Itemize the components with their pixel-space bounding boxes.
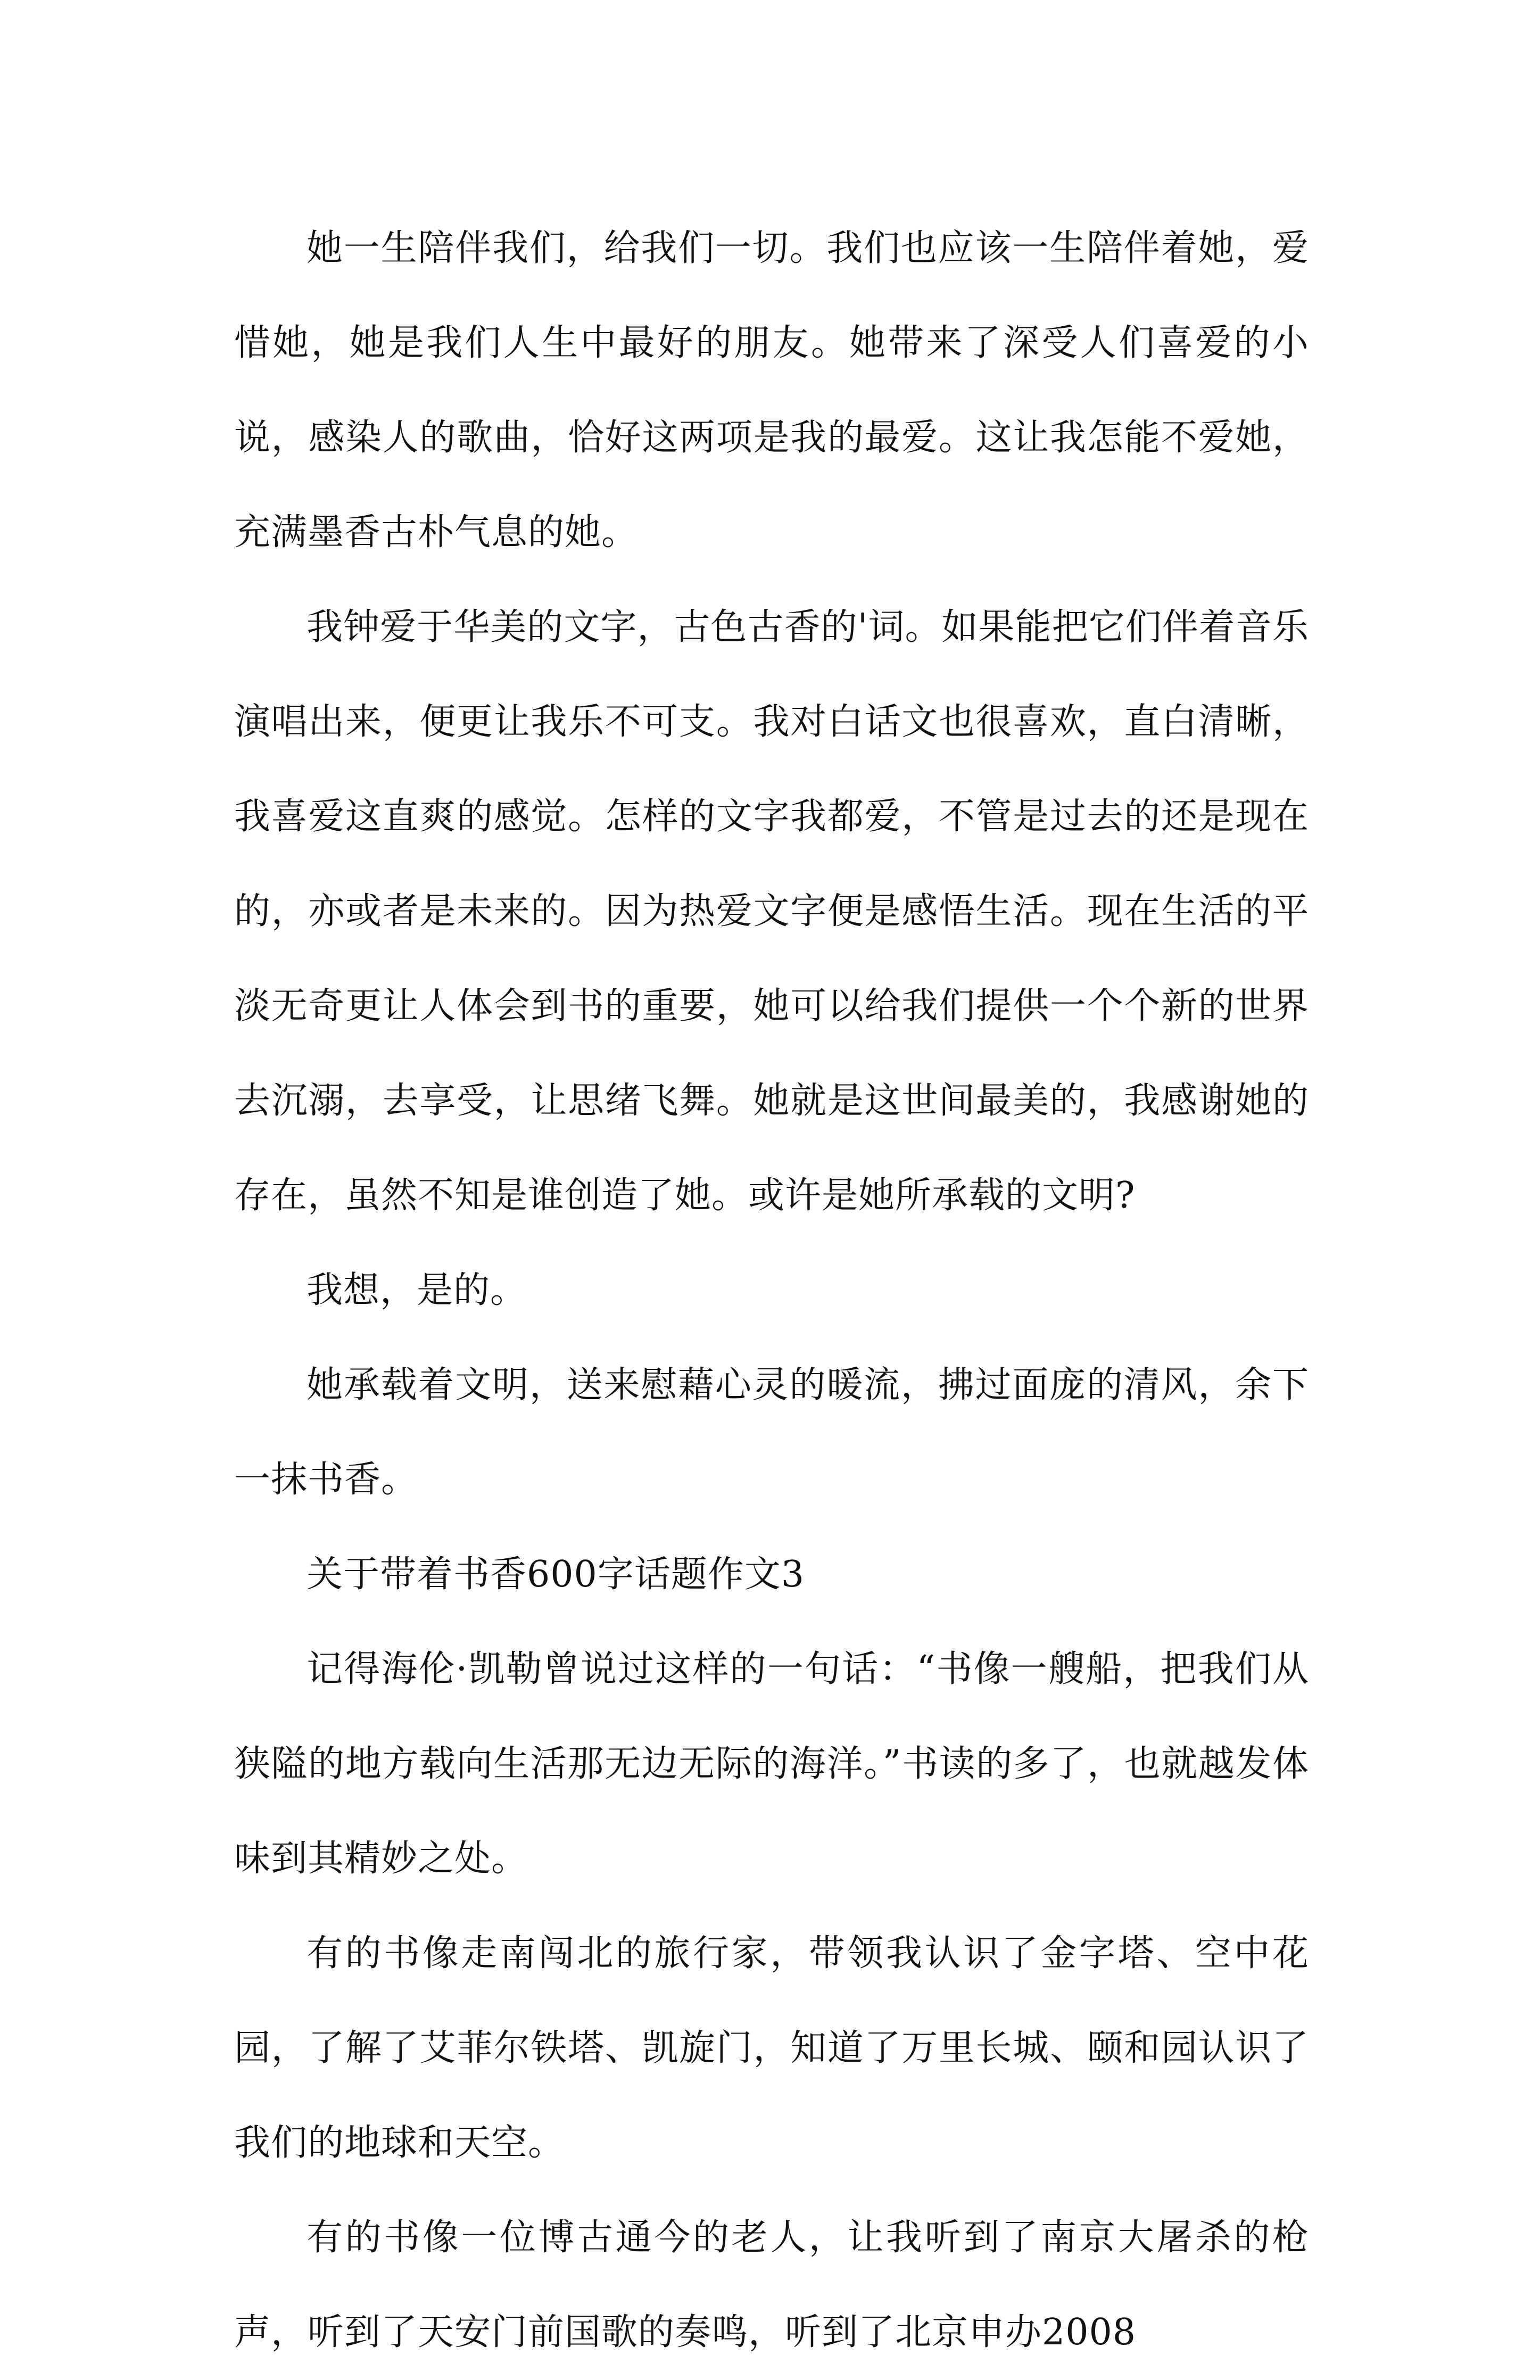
paragraph-3: 我想，是的。	[307, 1269, 527, 1311]
paragraph-7: 有的书像一位博古通今的老人，让我听到了南京大屠杀的枪声，听到了天安门前国歌的奏鸣，听到了北京申办2008	[234, 2217, 1309, 2353]
paragraph-4: 她承载着文明，送来慰藉心灵的暖流，拂过面庞的清风，余下一抹书香。	[234, 1364, 1309, 1501]
paragraph-1: 她一生陪伴我们，给我们一切。我们也应该一生陪伴着她，爱惜她，她是我们人生中最好的朋友。她带来了深受人们喜爱的小说，感染人的歌曲，恰好这两项是我的最爱。这让我怎能不爱她，充满墨香古朴气息的她。	[234, 227, 1309, 553]
section-heading: 关于带着书香600字话题作文3	[307, 1553, 805, 1596]
document-body	[234, 201, 1309, 2380]
paragraph-6: 有的书像走南闯北的旅行家，带领我认识了金字塔、空中花园，了解了艾菲尔铁塔、凯旋门，知道了万里长城、颐和园认识了我们的地球和天空。	[234, 1932, 1309, 2164]
paragraph-5: 记得海伦·凯勒曾说过这样的一句话：“书像一艘船，把我们从狭隘的地方载向生活那无边无际的海洋。”书读的多了，也就越发体味到其精妙之处。	[234, 1648, 1309, 1880]
paragraph-2: 我钟爱于华美的文字，古色古香的'词。如果能把它们伴着音乐演唱出来，便更让我乐不可支。我对白话文也很喜欢，直白清晰，我喜爱这直爽的感觉。怎样的文字我都爱，不管是过去的还是现在的，亦或者是未来的。因为热爱文字便是感悟生活。现在生活的平淡无奇更让人体会到书的重要，她可以给我们提供一个个新的世界去沉溺，去享受，让思绪飞舞。她就是这世间最美的，我感谢她的存在，虽然不知是谁创造了她。或许是她所承载的文明?	[234, 606, 1309, 1217]
